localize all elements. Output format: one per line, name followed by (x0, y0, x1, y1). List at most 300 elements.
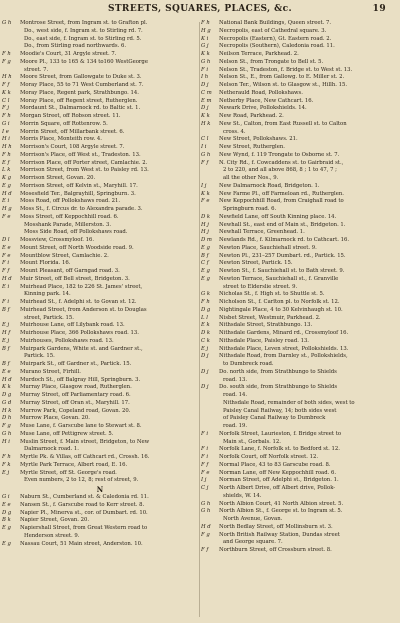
entry-text: New Wynd, f. 119 Trongate to Osborne st. 7. (219, 151, 340, 158)
entry-text: Norman Street, off Adelphi st., Bridgeton. 1. (219, 477, 339, 484)
entry-continuation (2, 36, 198, 44)
map-reference: H i (2, 438, 10, 445)
map-reference: C f (201, 260, 209, 267)
map-reference: E g (2, 182, 11, 189)
entry-text: Napier Street, Govan. 20. (20, 517, 90, 524)
map-reference: I h (201, 74, 209, 81)
street-entry (201, 36, 397, 44)
street-entry (201, 268, 397, 276)
entry-text: Morrison Street, from West st. to Paisley rd. 13. (20, 167, 149, 174)
map-reference: H h (2, 74, 12, 81)
map-reference: C j (201, 485, 209, 491)
map-reference: G h (201, 508, 211, 515)
map-reference: G h (2, 430, 12, 437)
entry-continuation (201, 423, 397, 431)
entry-text: Do., east side, f. Ingram st. to Stirling rd. 5. (24, 35, 142, 42)
street-entry (201, 51, 397, 59)
street-entry (201, 485, 397, 493)
entry-text: Murray Street, off Oran st., Maryhill. 17. (20, 399, 130, 406)
entry-text: Normal Place, 43 to 83 Garscube road. 8. (219, 461, 331, 468)
entry-continuation (201, 392, 397, 400)
map-reference: F i (201, 446, 209, 453)
entry-text: New Street, Pollokshaws. 21. (219, 136, 298, 143)
street-entry (2, 105, 198, 113)
entry-continuation (201, 206, 397, 214)
entry-text: Murano Street, Firhill. (20, 368, 81, 375)
street-entry (2, 59, 198, 67)
page-title: STREETS, SQUARES, PLACES, &c. (107, 4, 293, 14)
entry-text: Mosshank Parade, Millerston. 3. (24, 221, 112, 228)
map-reference: F e (201, 198, 210, 205)
street-entry (2, 502, 198, 510)
entry-text: Moss St., f. Circus dr. to Alexandra parade. 3. (20, 206, 143, 212)
entry-text: Myrtle Park Terrace, Albert road, E. 16. (20, 461, 128, 468)
entry-text: Napier Pl., Minerva st., cor. of Dumbart. rd. 10. (20, 509, 148, 516)
entry-text: Moodie's Court, 31 Argyle street. 7. (20, 51, 117, 57)
entry-text: Murdoch St., off Balgray Hill, Springburn. 3. (20, 376, 141, 383)
entry-text: Norfolk Lane, f. Norfolk st. to Bedford st. 12. (219, 446, 340, 453)
street-entry (2, 330, 198, 338)
map-reference: F h (2, 113, 11, 119)
map-reference: F h (201, 20, 210, 26)
entry-text: Main st., Gorbals. 12. (223, 438, 281, 445)
entry-text: Springburn road. 6. (223, 206, 277, 212)
map-reference: G h (201, 500, 211, 507)
entry-text: Morrison Street, off Kelvin st., Maryhill. 17. (20, 182, 138, 189)
entry-text: Even numbers, 2 to 12, 8; rest of street, 9. (24, 477, 139, 484)
map-reference: G i (2, 494, 10, 500)
map-reference: F h (2, 454, 11, 460)
street-entry (2, 454, 198, 462)
entry-text: Newton Pl., 231–257 Dumbart. rd., Partick. 15. (219, 252, 346, 259)
entry-text: Muirpark Gardens, White st. and Gardner st., (20, 345, 143, 352)
map-reference: K k (2, 89, 11, 96)
entry-text: Morgan Street, off Robson street. 11. (20, 113, 121, 119)
entry-text: Do., from Stirling road northwards. 6. (24, 43, 127, 50)
map-reference: E g (201, 244, 210, 251)
entry-text: shields, W. 14. (223, 492, 262, 499)
entry-continuation (2, 353, 198, 361)
map-reference: F i (2, 299, 10, 305)
map-reference: F j (2, 105, 10, 112)
street-entry (201, 532, 397, 540)
entry-text: Nassau Court, 51 Main street, Anderston. 10. (20, 540, 143, 547)
entry-text: Muirhouse Lane, off Lilybank road. 13. (20, 322, 125, 329)
entry-text: all the other Nos., 9. (223, 175, 279, 181)
street-entry (2, 183, 198, 191)
map-reference: L k (2, 167, 11, 174)
street-entry (2, 191, 198, 199)
entry-text: Muirhouses, Pollokshaws road. 13. (20, 337, 114, 344)
street-entry (201, 508, 397, 516)
entry-text: Paisley Canal Railway, 14; both sides west (223, 407, 337, 414)
entry-text: Muirhead Street, from Anderson st. to Douglas (20, 306, 147, 313)
street-entry (2, 284, 198, 292)
street-entry (201, 160, 397, 168)
street-entry (2, 541, 198, 549)
street-entry (201, 43, 397, 51)
map-reference: D l (2, 237, 10, 243)
street-entry (201, 67, 397, 75)
entry-text: 2 to 220, and all above 868, 8 ; 1 to 47, 7 ; (223, 167, 337, 174)
map-reference: H g (2, 206, 12, 212)
map-reference: B f (2, 361, 10, 367)
street-entry (201, 524, 397, 532)
street-entry (201, 121, 397, 129)
entry-text: Nansen St., f. Garscube road to Kerr street. 8. (20, 501, 145, 508)
street-entry (2, 136, 198, 144)
street-entry (201, 90, 397, 98)
street-entry (2, 152, 198, 160)
entry-text: Montrose Street, from Ingram st. to Grafton pl. (20, 20, 148, 26)
street-entry (2, 206, 198, 214)
entry-text: North British Railway Station, Dundas street (219, 531, 340, 538)
entry-continuation (201, 284, 397, 292)
entry-text: Morrison Place, off Porter street, Camlachie. 2. (20, 159, 148, 166)
entry-text: Nightingale Place, 4 to 30 Kelvinhaugh st. 10. (219, 306, 343, 313)
street-entry (2, 20, 198, 28)
street-entry (2, 129, 198, 137)
street-entry (2, 268, 198, 276)
street-entry (201, 470, 397, 478)
map-reference: D k (201, 213, 211, 220)
map-reference: E e (2, 501, 11, 508)
entry-text: Mossview, Crossmyloof. 16. (20, 237, 95, 243)
street-entry (201, 113, 397, 121)
entry-text: Mountblow Street, Camlachie. 2. (20, 252, 109, 259)
street-entry (2, 245, 198, 253)
street-entry (2, 160, 198, 168)
map-reference: F g (2, 58, 11, 65)
entry-text: North Albion Court, 41 North Albion street. 5. (219, 500, 344, 507)
map-reference: H i (2, 136, 10, 143)
street-entry (201, 245, 397, 253)
map-reference: H f (2, 330, 11, 336)
street-entry (201, 338, 397, 346)
street-entry (2, 408, 198, 416)
entry-text: road. 19. (223, 423, 248, 429)
map-reference: C m (201, 89, 212, 96)
entry-continuation (2, 67, 198, 75)
map-reference: E j (2, 337, 10, 344)
map-reference: F f (201, 159, 209, 166)
street-entry (2, 400, 198, 408)
entry-text: North Albion St., f. George st. to Ingram st. 5. (219, 508, 343, 515)
map-reference: E j (2, 469, 10, 476)
map-reference: H k (2, 407, 12, 414)
entry-continuation (2, 28, 198, 36)
entry-text: Newfield Lane, off South Kinning place. 14. (219, 213, 337, 220)
map-reference: F k (2, 461, 11, 468)
map-reference: F g (2, 423, 11, 429)
street-entry (201, 152, 397, 160)
map-reference: D m (201, 237, 212, 243)
map-reference: E k (201, 322, 210, 329)
entry-text: Norman Lane, off New Keppochhill road. 6. (219, 469, 337, 476)
street-entry (2, 51, 198, 59)
entry-text: Nithsdale Place, Leven street, Pollokshields. 13. (219, 345, 349, 352)
right-column (201, 20, 397, 555)
entry-text: street, Partick. 15. (24, 314, 74, 321)
entry-text: North Albert Drive, off Albert drive, Pollok- (219, 485, 336, 491)
entry-continuation (201, 415, 397, 423)
left-column (2, 20, 198, 548)
street-entry (201, 98, 397, 106)
entry-text: Murray Street, off Parliamentary road. 6. (20, 392, 131, 398)
map-reference: F h (201, 299, 210, 305)
entry-text: Dalmarnock road. 1. (24, 446, 79, 453)
entry-text: Muse Lane, f. Garscube lane to Stewart st. 8. (20, 423, 142, 429)
entry-continuation (201, 129, 397, 137)
map-reference: F e (2, 213, 11, 220)
column-divider (199, 22, 200, 617)
map-reference: G h (2, 20, 12, 26)
map-reference: I j (201, 182, 207, 189)
entry-text: street to Elderslie street. 9. (223, 283, 298, 290)
street-entry (201, 353, 397, 361)
entry-text: Napiershall Street, from Great Western road to (20, 525, 148, 531)
entry-text: New Keppochhill Road, from Craighall road to (219, 198, 344, 205)
map-reference: K k (201, 190, 210, 197)
entry-text: North Avenue, Govan. (223, 516, 283, 522)
entry-text: Netherauld Road, Pollokshaws. (219, 89, 303, 96)
street-entry (2, 90, 198, 98)
map-reference: H d (2, 275, 12, 282)
street-entry (2, 415, 198, 423)
street-entry (2, 322, 198, 330)
map-reference: G j (201, 43, 209, 50)
entry-continuation (201, 361, 397, 369)
entry-text: road. 14. (223, 392, 248, 398)
entry-text: Muirhead St., f. Adelphi st. to Govan st. 12. (20, 299, 137, 305)
entry-text: Murrow Place, Govan. 20. (20, 415, 90, 422)
street-entry (2, 237, 198, 245)
entry-continuation (2, 229, 198, 237)
entry-text: Morris Place, Monteith row. 4. (20, 136, 102, 143)
map-reference: H d (2, 190, 12, 197)
street-entry (201, 384, 397, 392)
entry-text: Partick. 15. (24, 353, 55, 360)
entry-text: Norfolk Court, off Norfolk street. 12. (219, 454, 319, 460)
street-entry (2, 431, 198, 439)
street-entry (2, 121, 198, 129)
map-reference: H j (201, 221, 209, 228)
entry-text: Neilson Terrace, Parkhead. 2. (219, 51, 299, 57)
entry-continuation (2, 43, 198, 51)
street-entry (201, 330, 397, 338)
page-number: 19 (372, 4, 386, 14)
entry-text: Nisbet Street, Westmuir, Parkhead. 2. (219, 314, 321, 321)
map-reference: G k (201, 291, 211, 298)
entry-text: Mordaunt St., Dalmarnock rd. to Baltic st. 1. (20, 105, 141, 112)
map-reference: E e (2, 244, 11, 251)
entry-text: New Dalmarnock Road, Bridgeton. 1. (219, 182, 320, 189)
street-entry (201, 322, 397, 330)
map-reference: C k (201, 337, 210, 344)
map-reference: K i (201, 35, 209, 42)
map-reference: E i (2, 198, 10, 205)
entry-text: Newhall Terrace, Greenhead. 1. (219, 229, 305, 236)
map-reference: F e (201, 469, 210, 476)
entry-text: and George square. 7. (223, 539, 283, 546)
entry-text: Nithsdale Road, remainder of both sides, west to (223, 399, 355, 406)
map-reference: F i (201, 430, 209, 437)
entry-text: Nelson St., Tradeston, f. Bridge st. to West st. 13. (219, 66, 353, 73)
page-header (0, 4, 400, 18)
street-entry (201, 191, 397, 199)
map-reference: C l (201, 136, 209, 143)
entry-continuation (201, 408, 397, 416)
entry-text: Norfolk Street, Laurieston, f. Bridge street to (219, 430, 342, 437)
entry-text: of Paisley Canal Railway to Dumbreck (223, 415, 326, 422)
map-reference: G h (201, 151, 211, 158)
street-entry (2, 517, 198, 525)
entry-text: Necropolis (Eastern), Gt. Eastern road. 2. (219, 35, 332, 42)
entry-text: New Street, Rutherglen. (219, 144, 285, 150)
entry-text: Do. north side, from Strathbungo to Shields (219, 368, 337, 375)
entry-continuation (201, 539, 397, 547)
street-entry (2, 214, 198, 222)
entry-continuation (2, 315, 198, 323)
map-reference: K k (2, 384, 11, 391)
entry-text: New Farme Pl., off Farmeloan rd., Rutherglen. (219, 190, 344, 197)
entry-text: Newlands Rd., f. Kilmarnock rd. to Cathcart. 16. (219, 237, 350, 243)
entry-text: Muirpark St., off Gardner st., Partick. 15. (20, 361, 132, 367)
map-reference: L l (201, 314, 208, 321)
map-reference: F f (201, 547, 209, 553)
street-entry (201, 59, 397, 67)
entry-text: Murray Place, Glasgow road, Rutherglen. (20, 384, 132, 391)
entry-text: Morrison's Place, off West st., Tradeston. 13. (20, 151, 141, 158)
entry-continuation (201, 400, 397, 408)
street-entry (201, 446, 397, 454)
map-reference: F f (2, 268, 10, 274)
entry-text: Mosesfield Ter., Balgrayhill, Springburn. 3. (20, 190, 136, 197)
entry-text: Murrow Park, Copeland road, Govan. 20. (20, 407, 131, 414)
entry-continuation (201, 493, 397, 501)
entry-text: North Bedlay Street, off Mollinsburn st. 3. (219, 523, 333, 530)
entry-text: Moss Street, off Keppochhill road. 6. (20, 213, 119, 220)
entry-text: Nicholas St., f. High st. to Shuttle st. 5. (219, 291, 325, 298)
street-entry (2, 144, 198, 152)
street-entry (2, 82, 198, 90)
entry-text: Moore Street, from Gallowgate to Duke st. 3. (20, 74, 142, 81)
entry-text: Naburn St., Cumberland st. & Caledonia rd. 11. (20, 494, 149, 500)
entry-text: Necropolis, east of Cathedral square. 3. (219, 27, 327, 34)
entry-text: Muslin Street, f. Main street, Bridgeton, to New (20, 438, 150, 445)
map-reference: F f (201, 461, 209, 468)
street-entry (2, 253, 198, 261)
entry-text: Morrison's Court, 108 Argyle street. 7. (20, 144, 125, 150)
street-entry (201, 214, 397, 222)
entry-text: Morrin Street, off Millarbank street. 6. (20, 128, 125, 135)
street-entry (201, 477, 397, 485)
street-entry (201, 222, 397, 230)
entry-continuation (201, 516, 397, 524)
street-entry (2, 423, 198, 431)
map-reference: F h (2, 151, 11, 158)
street-entry (201, 28, 397, 36)
entry-continuation (2, 477, 198, 485)
map-reference: E g (2, 540, 11, 547)
street-entry (201, 307, 397, 315)
entry-text: Morrison Street, Govan. 20. (20, 175, 96, 181)
entry-text: cross. 4. (223, 128, 246, 135)
map-reference: H d (2, 376, 12, 383)
entry-text: Moss Road, off Pollokshaws road. 21. (20, 198, 121, 205)
entry-text: N. City Rd., f. Cowcaddens st. to Gairbraid st., (219, 159, 344, 166)
map-reference: E j (2, 322, 10, 329)
street-entry (2, 260, 198, 268)
map-reference: E m (201, 97, 212, 104)
entry-text: Do. south side, from Strathbungo to Shields (219, 384, 338, 391)
street-entry (201, 136, 397, 144)
street-entry (201, 229, 397, 237)
street-entry (201, 105, 397, 113)
map-reference: K k (201, 51, 210, 57)
map-reference: D j (201, 105, 209, 112)
map-reference: F i (201, 66, 209, 73)
map-reference: G h (201, 58, 211, 65)
entry-text: Muse Lane, off Pettigrew street. 5. (20, 430, 114, 437)
map-reference: D h (2, 415, 12, 422)
entry-continuation (201, 439, 397, 447)
entry-text: Morrin Square, off Rottenrow. 5. (20, 120, 108, 127)
map-reference: G d (2, 399, 12, 406)
street-entry (201, 299, 397, 307)
street-entry (2, 462, 198, 470)
street-entry (201, 276, 397, 284)
map-reference: D j (201, 384, 209, 391)
street-entry (2, 384, 198, 392)
entry-text: Moore Pl., 133 to 165 & 134 to160 WestGeorge (20, 58, 148, 65)
map-reference: H d (201, 523, 211, 530)
street-entry (201, 315, 397, 323)
map-reference: I e (2, 128, 9, 135)
map-reference: F h (2, 51, 11, 57)
street-entry (2, 377, 198, 385)
entry-text: Mount Pleasant, off Garngad road. 3. (20, 268, 120, 274)
street-entry (2, 525, 198, 533)
entry-text: Newton Street, Partick. 15. (219, 260, 293, 267)
entry-text: Moray Place, Regent park, Strathbungo. 14. (20, 89, 139, 96)
entry-text: New St., Calton, from East Russell st. to Calton (219, 120, 347, 127)
map-reference: E i (2, 283, 10, 290)
map-reference: K g (2, 175, 12, 181)
map-reference: G i (2, 120, 10, 127)
entry-text: Muir Street, off Bell street, Bridgeton. 3. (20, 275, 130, 282)
entry-continuation (2, 533, 198, 541)
street-entry (201, 454, 397, 462)
entry-text: Nelson Ter., Wilson st. to Glasgow st., Hillh. 15. (219, 82, 348, 88)
map-reference: D g (2, 392, 12, 398)
entry-text: Mount Street, off North Woodside road. 9. (20, 244, 134, 251)
entry-text: Kinning park. 14. (24, 291, 71, 298)
map-reference: C l (2, 97, 10, 104)
street-entry (2, 494, 198, 502)
street-entry (201, 237, 397, 245)
map-reference: D j (201, 368, 209, 375)
entry-text: street. 7. (24, 66, 49, 73)
map-reference: D j (201, 353, 209, 360)
entry-text: Nelson St., E., from Gallowg. to E. Miller st. 2. (219, 74, 345, 81)
street-entry (201, 20, 397, 28)
street-entry (2, 175, 198, 183)
map-reference: I i (201, 144, 207, 150)
entry-text: Henderson street. 9. (24, 532, 80, 539)
map-reference: B f (2, 306, 10, 313)
street-entry (2, 113, 198, 121)
